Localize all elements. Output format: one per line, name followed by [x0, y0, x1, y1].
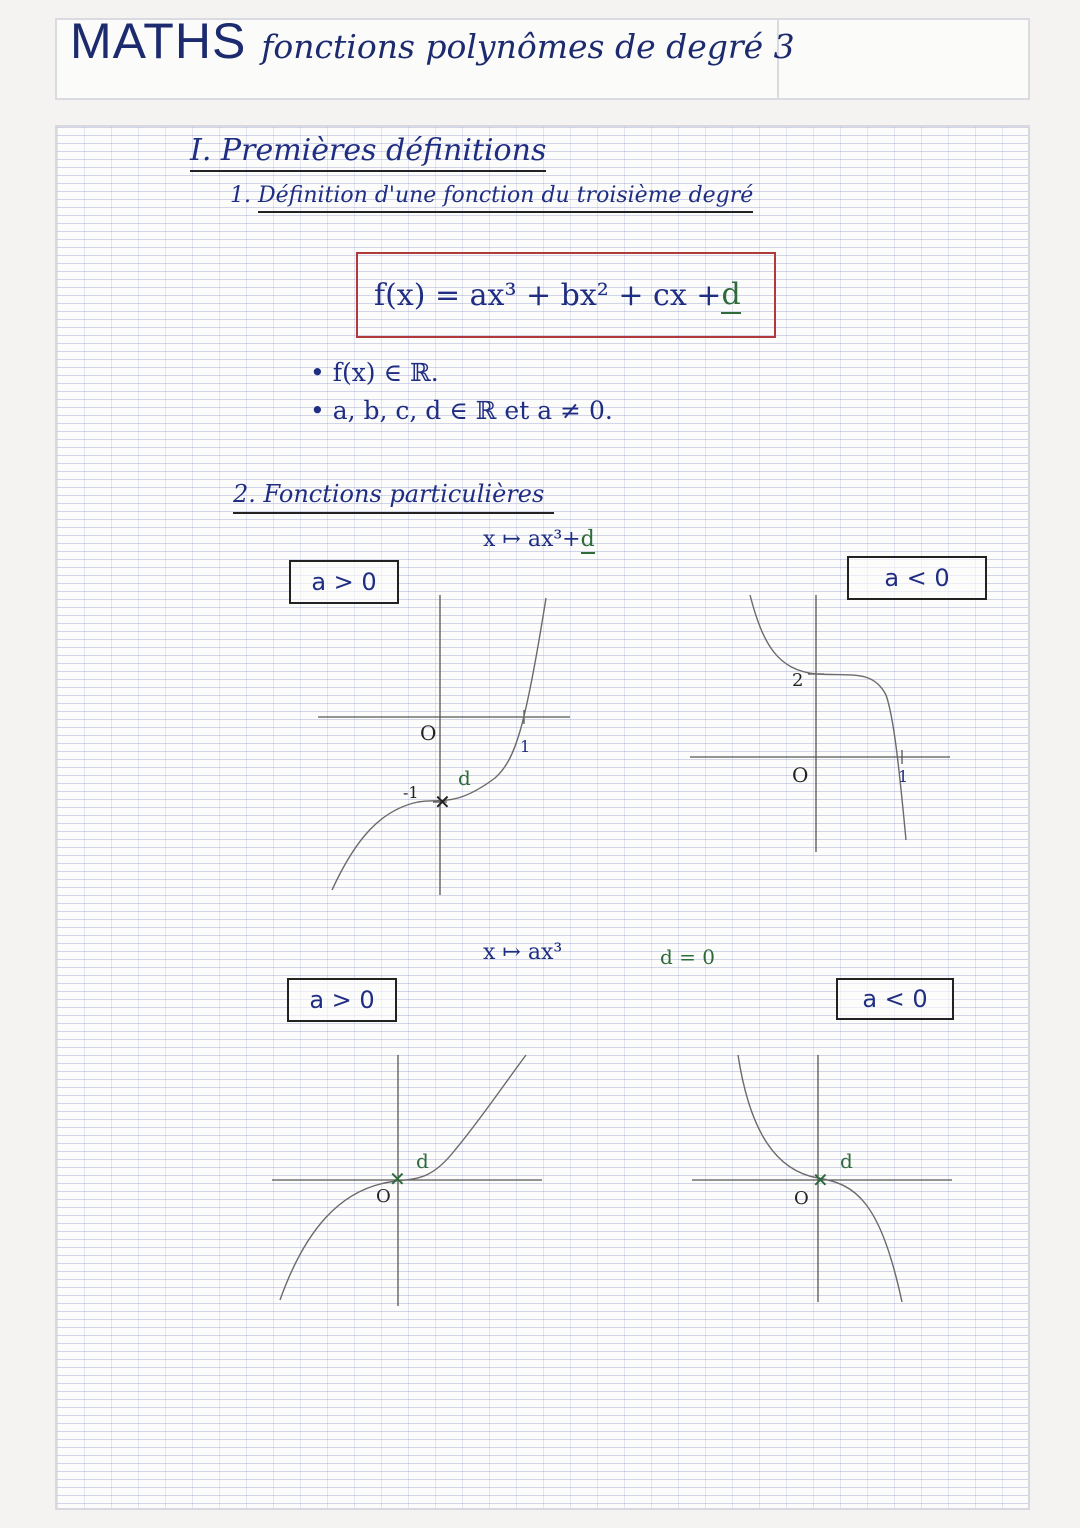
page-title — [70, 12, 795, 70]
formula-text: f(x) = ax³ + bx² + cx + — [374, 277, 722, 313]
origin-label: O — [420, 721, 437, 745]
tick-y-label: 2 — [792, 670, 804, 691]
sign-box-negative-2 — [836, 978, 954, 1020]
intercept-cross: ✕ — [434, 790, 451, 814]
cubic-curve — [332, 598, 546, 890]
sign-box-positive-2 — [287, 978, 397, 1022]
title-main: MATHS — [70, 13, 247, 69]
intercept-cross: ✕ — [812, 1168, 829, 1192]
bullet-range: • f(x) ∈ ℝ. — [310, 358, 439, 387]
tick-y-label: -1 — [403, 783, 419, 802]
title-subtitle: fonctions polynômes de degré 3 — [261, 27, 795, 66]
function-expression: x ↦ ax³+ — [483, 527, 581, 552]
sign-label: a < 0 — [884, 564, 950, 592]
sign-label: a > 0 — [309, 986, 375, 1014]
section-heading: I. Premières définitions — [190, 133, 546, 172]
formula-constant-d: d — [721, 276, 741, 312]
origin-label: O — [376, 1186, 391, 1207]
function-constant-d: d — [580, 527, 595, 552]
function-label-with-d — [483, 527, 595, 552]
cubic-curve — [750, 595, 909, 840]
bullet-coefficients: • a, b, c, d ∈ ℝ et a ≠ 0. — [310, 396, 613, 425]
graph-negative-shifted — [688, 590, 958, 860]
origin-label: O — [794, 1188, 809, 1209]
intercept-cross: ✕ — [389, 1167, 406, 1191]
formula-box — [356, 252, 776, 338]
point-label: d — [458, 766, 471, 790]
subsection-particular-heading: 2. Fonctions particulières — [233, 480, 554, 514]
subsection-definition-heading — [230, 183, 753, 208]
graph-positive-origin — [270, 1050, 550, 1310]
sign-label: a < 0 — [862, 985, 928, 1013]
subsection-number: 1. — [230, 183, 251, 208]
function-label-pure-cubic: x ↦ ax³ — [483, 940, 563, 965]
tick-x-label: 1 — [898, 767, 909, 786]
point-label: d — [840, 1149, 853, 1173]
graph-negative-origin — [690, 1050, 960, 1310]
tick-x-label: 1 — [520, 737, 531, 756]
sign-label: a > 0 — [311, 568, 377, 596]
origin-label: O — [792, 763, 809, 787]
condition-d-zero: d = 0 — [660, 945, 715, 969]
point-label: d — [416, 1149, 429, 1173]
graph-positive-shifted — [310, 590, 580, 900]
subsection-title: Définition d'une fonction du troisième degré — [258, 183, 753, 213]
